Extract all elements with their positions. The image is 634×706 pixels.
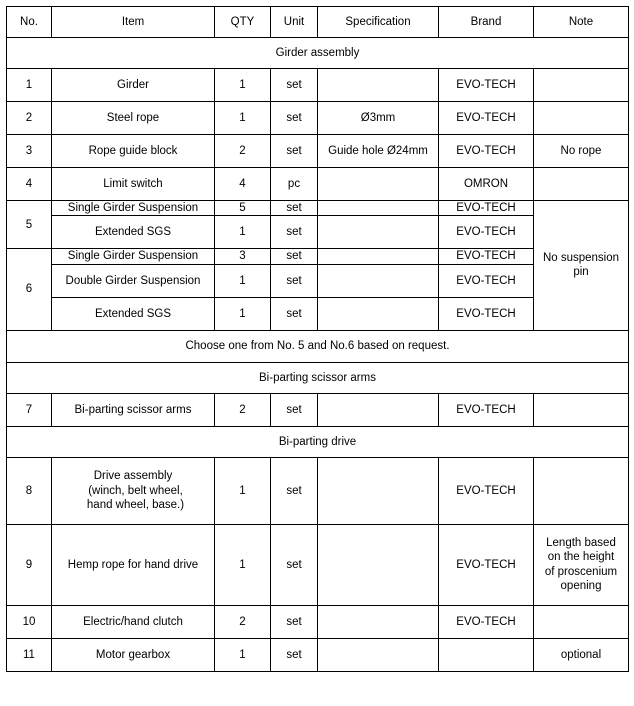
row-specification bbox=[318, 69, 439, 102]
row-number: 7 bbox=[7, 393, 52, 426]
row-note bbox=[534, 393, 629, 426]
row-number: 8 bbox=[7, 457, 52, 524]
row-specification bbox=[318, 524, 439, 605]
section-row-drive bbox=[7, 426, 629, 457]
row-brand: EVO-TECH bbox=[439, 457, 534, 524]
row-item: Double Girder Suspension bbox=[52, 264, 215, 297]
column-header-note: Note bbox=[534, 7, 629, 38]
row-brand: EVO-TECH bbox=[439, 135, 534, 168]
table-body bbox=[7, 38, 629, 672]
row-unit: set bbox=[271, 69, 318, 102]
column-header-unit: Unit bbox=[271, 7, 318, 38]
row-unit: set bbox=[271, 249, 318, 264]
row-specification: Ø3mm bbox=[318, 102, 439, 135]
table-row bbox=[7, 201, 629, 216]
row-specification bbox=[318, 638, 439, 671]
row-item: Motor gearbox bbox=[52, 638, 215, 671]
row-brand: EVO-TECH bbox=[439, 102, 534, 135]
row-brand: EVO-TECH bbox=[439, 201, 534, 216]
row-qty: 2 bbox=[215, 135, 271, 168]
row-qty: 1 bbox=[215, 297, 271, 330]
row-specification bbox=[318, 393, 439, 426]
row-unit: set bbox=[271, 102, 318, 135]
section-label-drive: Bi-parting drive bbox=[7, 426, 629, 457]
note-row-choose bbox=[7, 330, 629, 362]
row-unit: set bbox=[271, 264, 318, 297]
row-brand: EVO-TECH bbox=[439, 216, 534, 249]
row-unit: set bbox=[271, 393, 318, 426]
table-row bbox=[7, 638, 629, 671]
row-unit: set bbox=[271, 216, 318, 249]
row-note: optional bbox=[534, 638, 629, 671]
row-brand: EVO-TECH bbox=[439, 249, 534, 264]
row-unit: set bbox=[271, 201, 318, 216]
table-row bbox=[7, 69, 629, 102]
column-header-qty: QTY bbox=[215, 7, 271, 38]
row-note bbox=[534, 69, 629, 102]
row-brand bbox=[439, 638, 534, 671]
row-item bbox=[52, 457, 215, 524]
row-qty: 2 bbox=[215, 605, 271, 638]
row-note bbox=[534, 168, 629, 201]
row-unit: set bbox=[271, 297, 318, 330]
row-number: 10 bbox=[7, 605, 52, 638]
row-unit: set bbox=[271, 638, 318, 671]
column-header-brand: Brand bbox=[439, 7, 534, 38]
row-qty: 1 bbox=[215, 264, 271, 297]
row-specification bbox=[318, 201, 439, 216]
table-row bbox=[7, 393, 629, 426]
row-qty: 3 bbox=[215, 249, 271, 264]
row-item: Steel rope bbox=[52, 102, 215, 135]
note-line-2: pin bbox=[573, 266, 589, 279]
row-item-line-1: Drive assembly bbox=[93, 470, 173, 483]
row-qty: 1 bbox=[215, 524, 271, 605]
row-specification bbox=[318, 264, 439, 297]
row-item: Hemp rope for hand drive bbox=[52, 524, 215, 605]
row-note-no-suspension bbox=[534, 201, 629, 331]
row-number: 3 bbox=[7, 135, 52, 168]
row-qty: 1 bbox=[215, 457, 271, 524]
row-brand: EVO-TECH bbox=[439, 69, 534, 102]
row-specification bbox=[318, 457, 439, 524]
row-unit: set bbox=[271, 457, 318, 524]
row-note-length bbox=[534, 524, 629, 605]
row-item-line-2: (winch, belt wheel, bbox=[88, 484, 183, 497]
table-row bbox=[7, 135, 629, 168]
row-item: Bi-parting scissor arms bbox=[52, 393, 215, 426]
note-line-1: Length based bbox=[546, 537, 616, 549]
row-item: Extended SGS bbox=[52, 216, 215, 249]
row-unit: set bbox=[271, 524, 318, 605]
column-header-no: No. bbox=[7, 7, 52, 38]
row-qty: 1 bbox=[215, 102, 271, 135]
row-item: Limit switch bbox=[52, 168, 215, 201]
row-number: 9 bbox=[7, 524, 52, 605]
row-unit: pc bbox=[271, 168, 318, 201]
table-header-row bbox=[7, 7, 629, 38]
row-note bbox=[534, 605, 629, 638]
row-brand: EVO-TECH bbox=[439, 393, 534, 426]
row-qty: 5 bbox=[215, 201, 271, 216]
row-unit: set bbox=[271, 605, 318, 638]
row-item: Girder bbox=[52, 69, 215, 102]
row-specification bbox=[318, 605, 439, 638]
row-qty: 2 bbox=[215, 393, 271, 426]
table-row bbox=[7, 168, 629, 201]
section-label-girder-assembly: Girder assembly bbox=[7, 38, 629, 69]
row-item: Single Girder Suspension bbox=[52, 249, 215, 264]
table-row bbox=[7, 102, 629, 135]
row-brand: EVO-TECH bbox=[439, 264, 534, 297]
row-brand: EVO-TECH bbox=[439, 524, 534, 605]
table-row bbox=[7, 524, 629, 605]
row-brand: EVO-TECH bbox=[439, 605, 534, 638]
row-number: 1 bbox=[7, 69, 52, 102]
row-item-line-3: hand wheel, base.) bbox=[86, 498, 185, 511]
column-header-specification: Specification bbox=[318, 7, 439, 38]
row-brand: EVO-TECH bbox=[439, 297, 534, 330]
section-row-scissor-arms bbox=[7, 362, 629, 393]
note-line-4: opening bbox=[560, 580, 602, 593]
row-number: 5 bbox=[7, 201, 52, 249]
table-row bbox=[7, 457, 629, 524]
bill-of-materials-table bbox=[6, 6, 629, 672]
row-number: 2 bbox=[7, 102, 52, 135]
table-header bbox=[7, 7, 629, 38]
row-item: Extended SGS bbox=[52, 297, 215, 330]
row-number: 6 bbox=[7, 249, 52, 330]
row-item: Rope guide block bbox=[52, 135, 215, 168]
row-specification bbox=[318, 168, 439, 201]
row-specification: Guide hole Ø24mm bbox=[318, 135, 439, 168]
note-line-2: on the height bbox=[547, 551, 615, 564]
row-qty: 1 bbox=[215, 69, 271, 102]
section-row-girder-assembly bbox=[7, 38, 629, 69]
section-label-scissor-arms: Bi-parting scissor arms bbox=[7, 362, 629, 393]
row-qty: 4 bbox=[215, 168, 271, 201]
row-number: 4 bbox=[7, 168, 52, 201]
row-note bbox=[534, 102, 629, 135]
row-specification bbox=[318, 216, 439, 249]
column-header-item: Item bbox=[52, 7, 215, 38]
row-unit: set bbox=[271, 135, 318, 168]
row-specification bbox=[318, 249, 439, 264]
row-note: No rope bbox=[534, 135, 629, 168]
note-line-3: of proscenium bbox=[544, 565, 618, 578]
row-specification bbox=[318, 297, 439, 330]
note-choose-one: Choose one from No. 5 and No.6 based on request. bbox=[7, 330, 629, 362]
row-brand: OMRON bbox=[439, 168, 534, 201]
row-number: 11 bbox=[7, 638, 52, 671]
note-line-1: No suspension bbox=[542, 252, 620, 264]
row-qty: 1 bbox=[215, 638, 271, 671]
row-qty: 1 bbox=[215, 216, 271, 249]
row-note bbox=[534, 457, 629, 524]
row-item: Electric/hand clutch bbox=[52, 605, 215, 638]
table-row bbox=[7, 605, 629, 638]
row-item: Single Girder Suspension bbox=[52, 201, 215, 216]
